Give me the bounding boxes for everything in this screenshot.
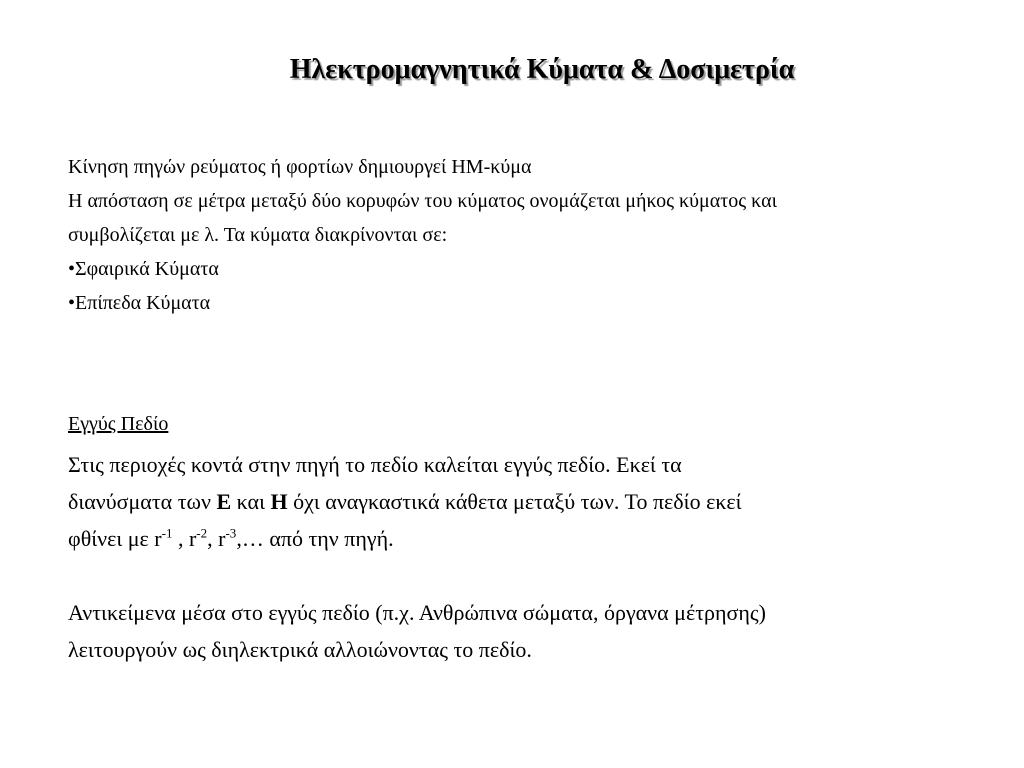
- intro-line-3: συμβολίζεται με λ. Τα κύματα διακρίνονται σε:: [68, 224, 448, 246]
- near-field-body: [68, 446, 998, 668]
- objects-line-1: Αντικείμενα μέσα στο εγγύς πεδίο (π.χ. Ανθρώπινα σώματα, όργανα μέτρησης): [68, 600, 766, 625]
- text-fragment: , r: [207, 526, 226, 551]
- text-fragment: ,… από την πηγή.: [236, 526, 394, 551]
- vector-h-label: Η: [270, 489, 288, 514]
- objects-line-2: λειτουργούν ως διηλεκτρικά αλλοιώνοντας το πεδίο.: [68, 637, 532, 662]
- exponent: -2: [196, 525, 208, 541]
- paragraph-gap: [68, 557, 998, 594]
- slide-title: Ηλεκτρομαγνητικά Κύματα & Δοσιμετρία: [289, 54, 795, 85]
- intro-line-1: Κίνηση πηγών ρεύματος ή φορτίων δημιουργεί ΗΜ-κύμα: [68, 156, 532, 178]
- text-fragment: , r: [172, 526, 197, 551]
- exponent: -3: [225, 525, 237, 541]
- bullet-plane-waves: •Επίπεδα Κύματα: [68, 292, 211, 314]
- near-field-line-3: [68, 520, 998, 557]
- bullet-spherical-waves: •Σφαιρικά Κύματα: [68, 258, 219, 280]
- intro-line-2: Η απόσταση σε μέτρα μεταξύ δύο κορυφών του κύματος ονομάζεται μήκος κύματος και: [68, 190, 777, 212]
- intro-text: [68, 150, 998, 320]
- near-field-heading: Εγγύς Πεδίο: [68, 413, 169, 435]
- text-fragment: και: [231, 489, 271, 514]
- text-fragment: όχι αναγκαστικά κάθετα μεταξύ των. Το πεδίο εκεί: [287, 489, 742, 514]
- exponent: -1: [161, 525, 173, 541]
- text-fragment: φθίνει με r: [68, 526, 162, 551]
- vector-e-label: Ε: [216, 489, 232, 514]
- text-fragment: διανύσματα των: [68, 489, 217, 514]
- near-field-line-2: [68, 483, 998, 520]
- near-field-line-1: Στις περιοχές κοντά στην πηγή το πεδίο καλείται εγγύς πεδίο. Εκεί τα: [68, 452, 682, 477]
